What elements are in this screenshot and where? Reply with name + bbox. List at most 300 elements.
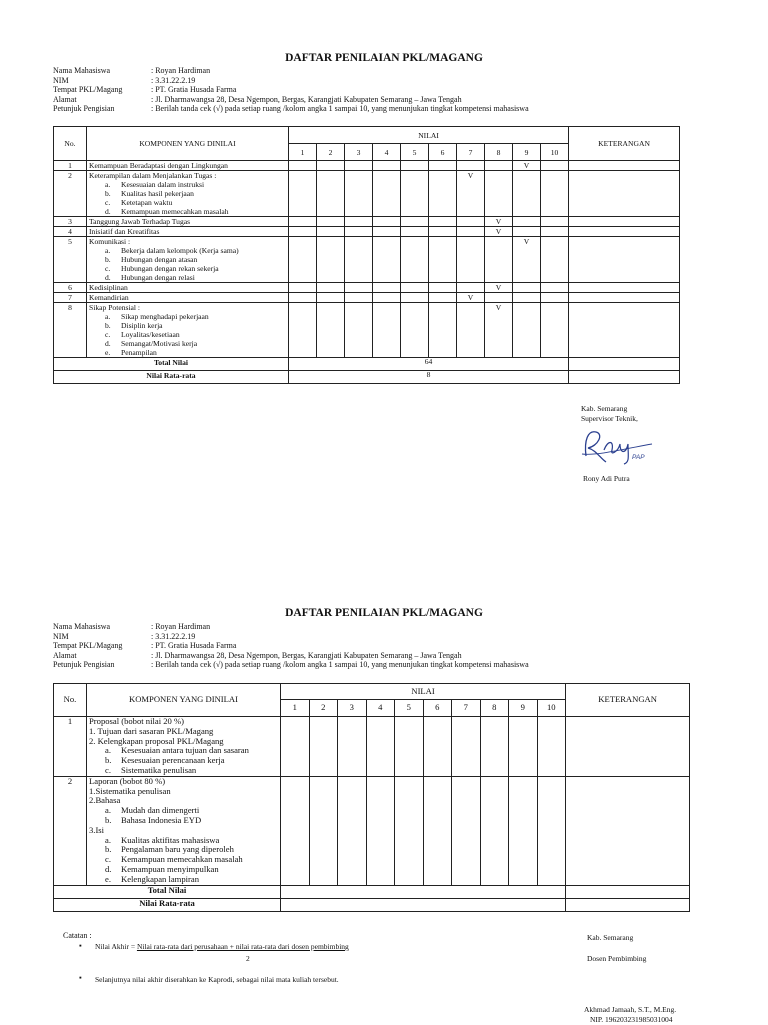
signature-place: Kab. Semarang: [581, 404, 628, 413]
scale-7: 7: [452, 700, 481, 717]
numbered-item: 1.Sistematika penulisan: [89, 785, 171, 796]
score-cell-4[interactable]: [373, 283, 401, 293]
scale-7: 7: [457, 144, 485, 161]
row-label: Kemandirian: [89, 293, 129, 302]
total-keterangan: [569, 358, 680, 371]
sub-text: Kemampuan memecahkan masalah: [121, 854, 243, 865]
bullet-icon: ▪: [79, 941, 82, 950]
table-row: [54, 161, 680, 171]
average-value-2: [281, 898, 566, 911]
formula-denominator: 2: [246, 954, 250, 963]
sub-item: [89, 312, 286, 321]
sub-text: Kualitas hasil pekerjaan: [121, 189, 194, 198]
sub-letter: a.: [105, 180, 111, 189]
signature-role: Supervisor Teknik,: [581, 414, 638, 423]
score-cell-1[interactable]: [281, 776, 310, 885]
score-cell-6[interactable]: [423, 717, 452, 777]
scale-2: 2: [309, 700, 338, 717]
numbered-item: 2.Bahasa: [89, 795, 121, 806]
score-cell-9[interactable]: [509, 717, 538, 777]
row-keterangan[interactable]: [566, 717, 690, 777]
row-label: Komunikasi :: [89, 237, 131, 246]
score-cell-5[interactable]: [401, 217, 429, 227]
score-cell-6[interactable]: [429, 161, 457, 171]
signature-initials: PAP: [632, 454, 645, 461]
average-label: Nilai Rata-rata: [54, 371, 289, 384]
info-value: : PT. Gratia Husada Farma: [151, 85, 237, 94]
scale-3: 3: [345, 144, 373, 161]
row-label: Tanggung Jawab Terhadap Tugas: [89, 217, 191, 226]
sub-text: Hubungan dengan atasan: [121, 255, 198, 264]
score-cell-3[interactable]: [345, 161, 373, 171]
score-cell-1[interactable]: [289, 161, 317, 171]
score-cell-5[interactable]: [401, 237, 429, 283]
table-row: [54, 227, 680, 237]
score-cell-7[interactable]: [457, 283, 485, 293]
score-cell-8[interactable]: [485, 293, 513, 303]
score-cell-1[interactable]: [289, 227, 317, 237]
score-cell-1[interactable]: [289, 171, 317, 217]
info-key: NIM: [53, 75, 69, 85]
scale-5: 5: [395, 700, 424, 717]
score-cell-10[interactable]: [537, 717, 566, 777]
bullet-icon: ▪: [79, 973, 82, 982]
score-cell-3[interactable]: [345, 171, 373, 217]
numbered-item: 2. Kelengkapan proposal PKL/Magang: [89, 735, 224, 746]
score-cell-1[interactable]: [289, 283, 317, 293]
total-value-2: [281, 885, 566, 898]
scale-9: 9: [513, 144, 541, 161]
sub-text: Kesesuaian antara tujuan dan sasaran: [121, 745, 249, 756]
table-row: [54, 776, 690, 885]
sub-text: Kesesuaian perencanaan kerja: [121, 755, 225, 766]
score-cell-7[interactable]: [457, 161, 485, 171]
row-keterangan[interactable]: [569, 283, 680, 293]
sub-letter: c.: [105, 330, 111, 339]
score-cell-2[interactable]: [317, 217, 345, 227]
total-label-2: Total Nilai: [54, 885, 281, 898]
score-cell-10[interactable]: [541, 217, 569, 227]
score-cell-9[interactable]: [513, 161, 541, 171]
score-cell-3[interactable]: [345, 217, 373, 227]
sub-text: Mudah dan dimengerti: [121, 805, 200, 816]
header-no-2: No.: [54, 684, 87, 717]
score-cell-5[interactable]: [401, 227, 429, 237]
score-cell-3[interactable]: [345, 293, 373, 303]
score-cell-2[interactable]: [317, 171, 345, 217]
row-label: Kedisiplinan: [89, 283, 128, 292]
score-cell-6[interactable]: [423, 776, 452, 885]
score-cell-9[interactable]: [513, 283, 541, 293]
score-cell-2[interactable]: [317, 303, 345, 358]
row-no: 3: [54, 217, 87, 227]
sub-letter: b.: [105, 255, 111, 264]
sub-item: [89, 255, 286, 264]
score-cell-5[interactable]: [401, 303, 429, 358]
score-cell-5[interactable]: [401, 161, 429, 171]
sub-item: [89, 330, 286, 339]
scale-6: 6: [429, 144, 457, 161]
row-keterangan[interactable]: [569, 227, 680, 237]
sub-letter: b.: [105, 755, 112, 766]
header-nilai-2: NILAI: [281, 684, 566, 700]
sub-text: Kelengkapan lampiran: [121, 873, 200, 884]
sub-item: [89, 348, 286, 357]
sub-text: Sistematika penulisan: [121, 764, 197, 775]
sub-item: [89, 339, 286, 348]
score-cell-9[interactable]: [513, 171, 541, 217]
sub-item: [89, 198, 286, 207]
scale-8: 8: [485, 144, 513, 161]
score-cell-7[interactable]: [457, 303, 485, 358]
score-cell-2[interactable]: [317, 293, 345, 303]
score-cell-8[interactable]: [485, 161, 513, 171]
sub-letter: a.: [105, 312, 111, 321]
score-cell-8[interactable]: [485, 217, 513, 227]
row-label: Keterampilan dalam Menjalankan Tugas :: [89, 171, 217, 180]
signature-block-supervisor: [581, 404, 638, 424]
formula-prefix: Nilai Akhir =: [95, 942, 137, 951]
score-cell-10[interactable]: [541, 161, 569, 171]
score-cell-10[interactable]: [541, 237, 569, 283]
row-no: 7: [54, 293, 87, 303]
row-keterangan[interactable]: [569, 171, 680, 217]
sub-text: Pengalaman baru yang diperoleh: [121, 844, 234, 855]
check-mark: V: [495, 303, 502, 312]
score-cell-1[interactable]: [289, 217, 317, 227]
sub-letter: a.: [105, 246, 111, 255]
assessment-table-lecturer: [53, 683, 690, 912]
row-komponen: [87, 237, 289, 283]
page-title-2: DAFTAR PENILAIAN PKL/MAGANG: [285, 607, 483, 619]
score-cell-6[interactable]: [429, 283, 457, 293]
row-label: Sikap Potensial :: [89, 303, 141, 312]
score-cell-6[interactable]: [429, 293, 457, 303]
sub-item: [89, 321, 286, 330]
row-komponen: [87, 303, 289, 358]
row-komponen: [87, 293, 289, 303]
score-cell-4[interactable]: [373, 237, 401, 283]
score-cell-1[interactable]: [281, 717, 310, 777]
sub-letter: c.: [105, 198, 111, 207]
check-mark: V: [495, 283, 502, 292]
header-keterangan-2: KETERANGAN: [566, 684, 690, 717]
numbered-item: 1. Tujuan dari sasaran PKL/Magang: [89, 725, 214, 736]
sub-letter: a.: [105, 745, 111, 756]
score-cell-7[interactable]: [452, 717, 481, 777]
sub-letter: c.: [105, 264, 111, 273]
sub-letter: a.: [105, 805, 111, 816]
sub-item: [89, 189, 286, 198]
sub-text: Penampilan: [121, 348, 157, 357]
row-keterangan[interactable]: [569, 303, 680, 358]
score-cell-3[interactable]: [338, 776, 367, 885]
score-cell-10[interactable]: [541, 293, 569, 303]
row-no: 4: [54, 227, 87, 237]
header-keterangan: KETERANGAN: [569, 127, 680, 161]
sub-item: [89, 207, 286, 216]
table-row: [54, 283, 680, 293]
table-row: [54, 717, 690, 777]
average-keterangan-2: [566, 898, 690, 911]
sub-text: Disiplin kerja: [121, 321, 163, 330]
table-row: [54, 237, 680, 283]
signature-nip: NIP. 196203231985031004: [590, 1015, 673, 1024]
scale-5: 5: [401, 144, 429, 161]
row-label: Laporan (bobot 80 %): [89, 775, 166, 786]
sub-letter: b.: [105, 189, 111, 198]
score-cell-9[interactable]: [513, 227, 541, 237]
score-cell-8[interactable]: [485, 303, 513, 358]
final-note: Selanjutnya nilai akhir diserahkan ke Kaprodi, sebagai nilai mata kuliah tersebut.: [95, 975, 339, 984]
score-cell-5[interactable]: [401, 171, 429, 217]
score-cell-3[interactable]: [338, 717, 367, 777]
check-mark: V: [495, 227, 502, 236]
row-komponen: [87, 776, 281, 885]
row-no: 5: [54, 237, 87, 283]
sub-item: [89, 180, 286, 189]
score-cell-4[interactable]: [366, 776, 395, 885]
score-cell-6[interactable]: [429, 171, 457, 217]
info-key: Nama Mahasiswa: [53, 622, 111, 631]
row-komponen: [87, 283, 289, 293]
scale-8: 8: [480, 700, 509, 717]
score-cell-2[interactable]: [309, 717, 338, 777]
sub-letter: b.: [105, 814, 112, 825]
score-cell-9[interactable]: [513, 217, 541, 227]
scale-10: 10: [541, 144, 569, 161]
sub-letter: a.: [105, 834, 111, 845]
row-keterangan[interactable]: [569, 293, 680, 303]
table-row: [54, 303, 680, 358]
score-cell-1[interactable]: [289, 303, 317, 358]
score-cell-7[interactable]: [457, 227, 485, 237]
sub-text: Sikap menghadapi pekerjaan: [121, 312, 209, 321]
score-cell-7[interactable]: [457, 237, 485, 283]
sub-text: Kesesuaian dalam instruksi: [121, 180, 205, 189]
scale-10: 10: [537, 700, 566, 717]
score-cell-10[interactable]: [541, 283, 569, 293]
score-cell-10[interactable]: [541, 303, 569, 358]
sub-letter: c.: [105, 854, 111, 865]
row-no: 2: [54, 171, 87, 217]
scale-6: 6: [423, 700, 452, 717]
score-cell-5[interactable]: [395, 717, 424, 777]
score-cell-7[interactable]: [457, 171, 485, 217]
score-cell-8[interactable]: [485, 283, 513, 293]
signature-name-2: Akhmad Jamaah, S.T., M.Eng.: [584, 1005, 677, 1014]
row-no: 1: [54, 161, 87, 171]
signature-scrawl: [578, 426, 654, 468]
average-label-2: Nilai Rata-rata: [54, 898, 281, 911]
check-mark: V: [523, 161, 530, 170]
row-label: Inisiatif dan Kreatifitas: [89, 227, 160, 236]
scale-9: 9: [509, 700, 538, 717]
scale-2: 2: [317, 144, 345, 161]
formula: [95, 942, 349, 951]
info-key: Nama Mahasiswa: [53, 66, 111, 75]
sub-letter: b.: [105, 321, 111, 330]
header-komponen-2: KOMPONEN YANG DINILAI: [87, 684, 281, 717]
score-cell-1[interactable]: [289, 237, 317, 283]
table-row: [54, 217, 680, 227]
total-value: 64: [289, 358, 569, 371]
sub-text: Kualitas aktifitas mahasiswa: [121, 834, 220, 845]
score-cell-7[interactable]: [457, 293, 485, 303]
score-cell-2[interactable]: [317, 161, 345, 171]
score-cell-9[interactable]: [513, 303, 541, 358]
score-cell-9[interactable]: [509, 776, 538, 885]
check-mark: V: [467, 293, 474, 302]
score-cell-6[interactable]: [429, 237, 457, 283]
score-cell-4[interactable]: [366, 717, 395, 777]
row-keterangan[interactable]: [569, 217, 680, 227]
info-value: : Jl. Dharmawangsa 28, Desa Ngempon, Bergas, Karangjati Kabupaten Semarang – Jawa Tengah: [151, 650, 462, 660]
score-cell-4[interactable]: [373, 161, 401, 171]
numbered-item: 3.Isi: [89, 824, 105, 835]
row-label: Kemampuan Beradaptasi dengan Lingkungan: [89, 161, 228, 170]
sub-item: [89, 246, 286, 255]
sub-letter: c.: [105, 764, 111, 775]
scale-4: 4: [373, 144, 401, 161]
sub-item: [89, 766, 278, 776]
score-cell-4[interactable]: [373, 303, 401, 358]
score-cell-3[interactable]: [345, 227, 373, 237]
sub-item: [89, 816, 278, 826]
row-komponen: [87, 161, 289, 171]
score-cell-8[interactable]: [485, 171, 513, 217]
row-keterangan[interactable]: [569, 161, 680, 171]
sub-text: Bekerja dalam kelompok (Kerja sama): [121, 246, 239, 255]
score-cell-4[interactable]: [373, 171, 401, 217]
check-mark: V: [467, 171, 474, 180]
score-cell-7[interactable]: [457, 217, 485, 227]
score-cell-10[interactable]: [541, 171, 569, 217]
header-nilai: NILAI: [289, 127, 569, 144]
page-title: DAFTAR PENILAIAN PKL/MAGANG: [285, 52, 483, 64]
score-cell-5[interactable]: [401, 283, 429, 293]
info-key: Tempat PKL/Magang: [53, 641, 123, 650]
scale-4: 4: [366, 700, 395, 717]
info-key: Petunjuk Pengisian: [53, 660, 115, 669]
average-keterangan: [569, 371, 680, 384]
student-info: [53, 66, 733, 118]
info-value: : 3.31.22.2.19: [151, 75, 196, 85]
score-cell-3[interactable]: [345, 283, 373, 293]
signature-name: Rony Adi Putra: [583, 474, 630, 483]
info-value: : PT. Gratia Husada Farma: [151, 641, 237, 650]
score-cell-3[interactable]: [345, 237, 373, 283]
info-value: : Royan Hardiman: [151, 66, 211, 75]
score-cell-7[interactable]: [452, 776, 481, 885]
row-komponen: [87, 171, 289, 217]
info-key: NIM: [53, 631, 69, 641]
signature-place-2: Kab. Semarang: [587, 933, 634, 942]
row-komponen: [87, 717, 281, 777]
score-cell-2[interactable]: [317, 283, 345, 293]
score-cell-6[interactable]: [429, 217, 457, 227]
info-value: : Jl. Dharmawangsa 28, Desa Ngempon, Bergas, Karangjati Kabupaten Semarang – Jawa Tengah: [151, 94, 462, 104]
score-cell-5[interactable]: [395, 776, 424, 885]
score-cell-4[interactable]: [373, 217, 401, 227]
sub-item: [89, 273, 286, 282]
score-cell-9[interactable]: [513, 293, 541, 303]
info-key: Petunjuk Pengisian: [53, 104, 115, 113]
row-label: Proposal (bobot nilai 20 %): [89, 716, 184, 726]
row-komponen: [87, 217, 289, 227]
header-no: No.: [54, 127, 87, 161]
header-komponen: KOMPONEN YANG DINILAI: [87, 127, 289, 161]
score-cell-5[interactable]: [401, 293, 429, 303]
sub-item: [89, 875, 278, 885]
score-cell-10[interactable]: [541, 227, 569, 237]
sub-text: Kemampuan memecahkan masalah: [121, 207, 229, 216]
score-cell-8[interactable]: [480, 776, 509, 885]
assessment-table-company: [53, 126, 680, 384]
info-key: Alamat: [53, 94, 77, 104]
score-cell-9[interactable]: [513, 237, 541, 283]
info-value: : Royan Hardiman: [151, 622, 211, 631]
row-no: 6: [54, 283, 87, 293]
check-mark: V: [495, 217, 502, 226]
formula-numerator: Nilai rata-rata dari perusahaan + nilai rata-rata dari dosen pembimbing: [136, 942, 349, 951]
signature-role-2: Dosen Pembimbing: [587, 954, 647, 963]
score-cell-2[interactable]: [317, 227, 345, 237]
average-value: 8: [289, 371, 569, 384]
row-komponen: [87, 227, 289, 237]
info-value: : 3.31.22.2.19: [151, 631, 196, 641]
score-cell-1[interactable]: [289, 293, 317, 303]
scale-1: 1: [281, 700, 310, 717]
info-key: Tempat PKL/Magang: [53, 85, 123, 94]
row-keterangan[interactable]: [569, 237, 680, 283]
row-no: 8: [54, 303, 87, 358]
notes-label: Catatan :: [63, 931, 92, 940]
sub-text: Hubungan dengan relasi: [121, 273, 195, 282]
score-cell-3[interactable]: [345, 303, 373, 358]
score-cell-6[interactable]: [429, 227, 457, 237]
row-no: 1: [54, 717, 87, 777]
sub-text: Bahasa Indonesia EYD: [121, 814, 202, 825]
score-cell-8[interactable]: [485, 237, 513, 283]
table-row: [54, 293, 680, 303]
score-cell-4[interactable]: [373, 293, 401, 303]
sub-text: Hubungan dengan rekan sekerja: [121, 264, 219, 273]
total-keterangan-2: [566, 885, 690, 898]
score-cell-8[interactable]: [480, 717, 509, 777]
sub-letter: d.: [105, 207, 111, 216]
sub-text: Ketetapan waktu: [121, 198, 173, 207]
score-cell-2[interactable]: [317, 237, 345, 283]
check-mark: V: [523, 237, 530, 246]
score-cell-10[interactable]: [537, 776, 566, 885]
table-row: [54, 171, 680, 217]
sub-letter: d.: [105, 339, 111, 348]
sub-letter: d.: [105, 863, 112, 874]
sub-letter: b.: [105, 844, 112, 855]
info-value: : Berilah tanda cek (√) pada setiap ruang /kolom angka 1 sampai 10, yang menunjukan tingkat kompetensi mahasiswa: [151, 660, 529, 669]
score-cell-4[interactable]: [373, 227, 401, 237]
score-cell-8[interactable]: [485, 227, 513, 237]
info-value: : Berilah tanda cek (√) pada setiap ruang /kolom angka 1 sampai 10, yang menunjukan tingkat kompetensi mahasiswa: [151, 104, 529, 113]
sub-text: Semangat/Motivasi kerja: [121, 339, 198, 348]
sub-letter: e.: [105, 348, 111, 357]
score-cell-6[interactable]: [429, 303, 457, 358]
info-key: Alamat: [53, 650, 77, 660]
row-keterangan[interactable]: [566, 776, 690, 885]
score-cell-2[interactable]: [309, 776, 338, 885]
sub-text: Loyalitas/kesetiaan: [121, 330, 180, 339]
